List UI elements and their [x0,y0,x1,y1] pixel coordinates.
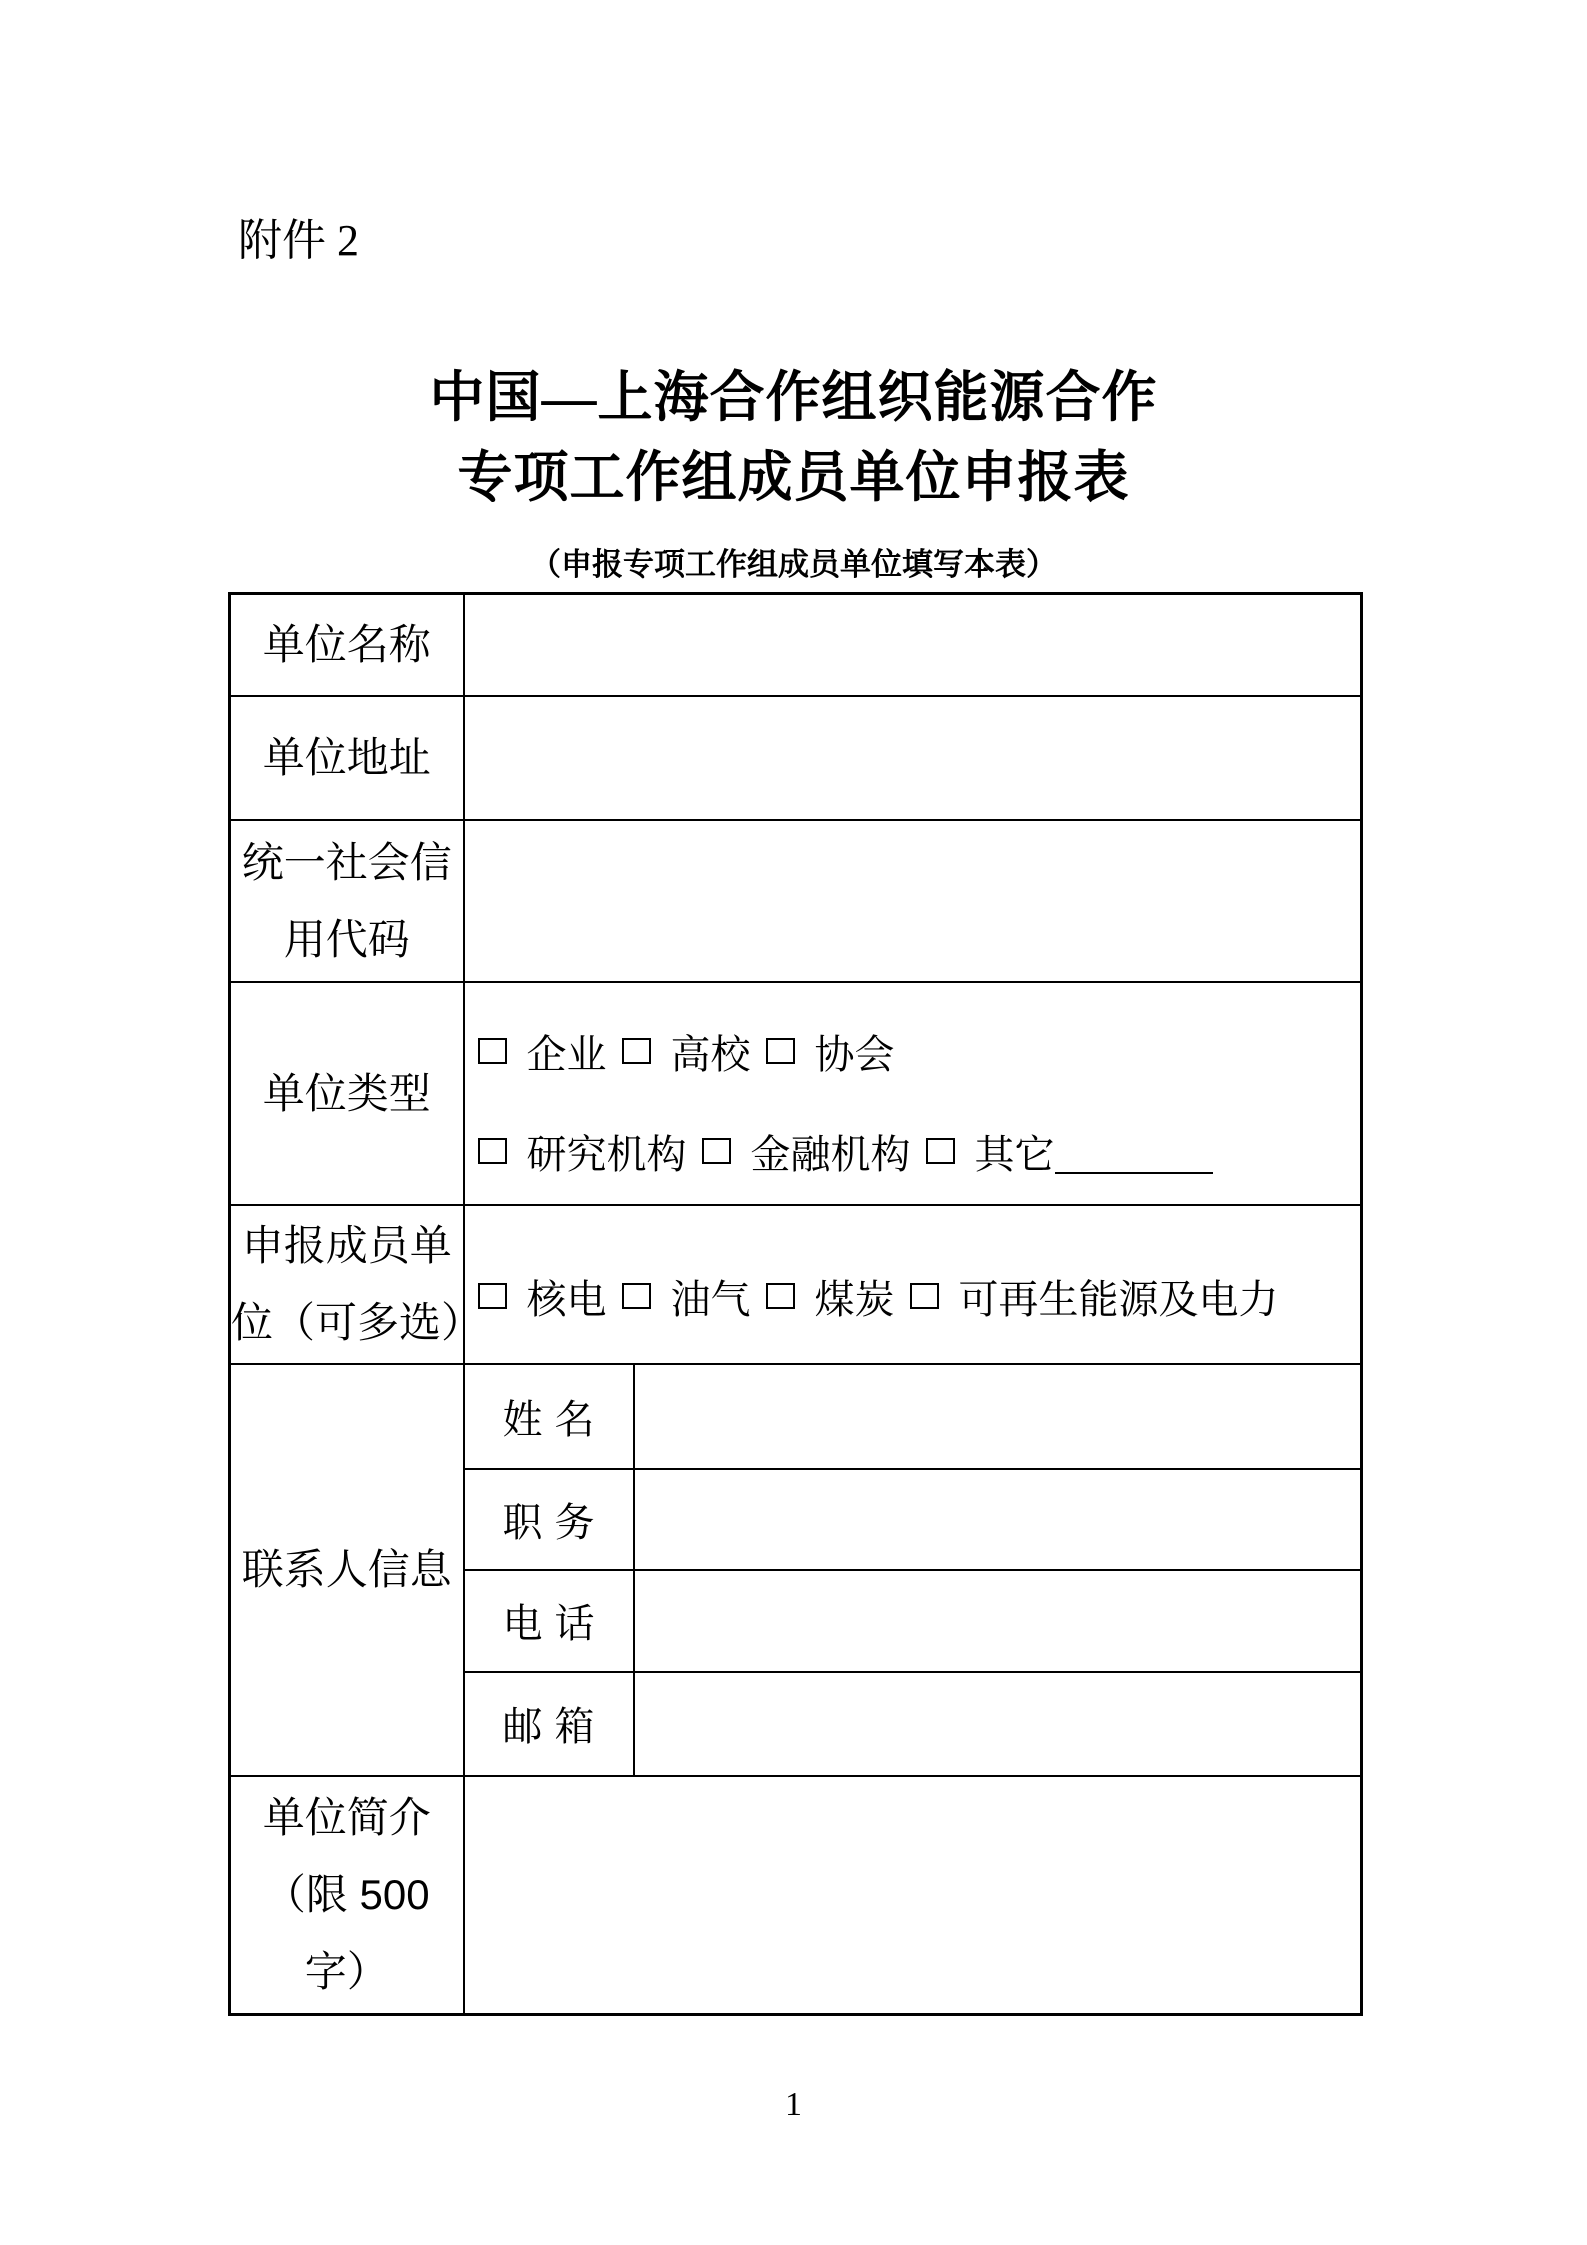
unit-type-options-cell [464,982,1362,1205]
checkbox-icon[interactable] [478,1138,507,1164]
checkbox-label: 协会 [814,1031,895,1077]
other-fill-blank[interactable] [1055,1172,1213,1174]
page-title [0,358,1587,518]
checkbox-icon[interactable] [622,1038,651,1064]
page-title-line1: 中国—上海合作组织能源合作 [429,367,1158,428]
contact-title-input-cell[interactable] [634,1469,1362,1570]
unit-intro-label [230,1776,464,2015]
application-form-table [228,592,1363,2016]
member-unit-options-cell [464,1205,1362,1364]
page-number: 1 [785,2086,802,2123]
unit-intro-label-line3: 字） [304,1948,389,1996]
checkbox-label: 金融机构 [750,1131,911,1177]
checkbox-option [622,1268,751,1325]
contact-info-label: 联系人信息 [230,1364,464,1776]
unit-intro-label-line2: （限 500 [263,1871,430,1919]
unit-type-options [478,1001,1361,1201]
checkbox-icon[interactable] [766,1283,795,1309]
checkbox-icon[interactable] [926,1138,955,1164]
checkbox-option [622,1023,751,1080]
checkbox-label: 其它 [974,1131,1055,1177]
page-title-line2: 专项工作组成员单位申报表 [457,447,1130,508]
unit-type-options-line1 [478,1001,1361,1101]
unit-address-label: 单位地址 [230,696,464,820]
contact-name-input-cell[interactable] [634,1364,1362,1469]
checkbox-icon[interactable] [478,1283,507,1309]
checkbox-icon[interactable] [622,1283,651,1309]
checkbox-option [478,1268,607,1325]
page-subtitle: （申报专项工作组成员单位填写本表） [530,547,1057,582]
checkbox-option [766,1268,895,1325]
table-row [230,1205,1362,1364]
contact-title-label: 职务 [464,1469,634,1570]
credit-code-label [230,820,464,982]
checkbox-label: 高校 [670,1031,751,1077]
unit-intro-input-cell[interactable] [464,1776,1362,2015]
checkbox-label: 核电 [526,1276,607,1322]
table-row [230,1364,1362,1469]
unit-type-label: 单位类型 [230,982,464,1205]
attachment-label: 附件 2 [238,216,359,265]
table-row [230,1776,1362,2015]
member-unit-options-line [478,1246,1361,1346]
checkbox-option [702,1123,911,1180]
checkbox-icon[interactable] [702,1138,731,1164]
contact-email-input-cell[interactable] [634,1672,1362,1776]
checkbox-icon[interactable] [766,1038,795,1064]
credit-code-input-cell[interactable] [464,820,1362,982]
checkbox-option [478,1023,607,1080]
checkbox-option [910,1268,1279,1325]
checkbox-option [766,1023,895,1080]
checkbox-option [478,1123,687,1180]
contact-name-label: 姓名 [464,1364,634,1469]
checkbox-label: 研究机构 [526,1131,687,1177]
checkbox-label: 油气 [670,1276,751,1322]
contact-phone-input-cell[interactable] [634,1570,1362,1672]
unit-intro-label-line1: 单位简介 [262,1794,431,1842]
unit-type-options-line2 [478,1101,1361,1201]
checkbox-icon[interactable] [910,1283,939,1309]
contact-email-label: 邮箱 [464,1672,634,1776]
checkbox-label: 煤炭 [814,1276,895,1322]
unit-name-input-cell[interactable] [464,594,1362,696]
checkbox-label: 可再生能源及电力 [958,1276,1279,1322]
member-unit-label-line1: 申报成员单 [241,1222,452,1269]
table-row [230,594,1362,696]
table-row [230,982,1362,1205]
checkbox-icon[interactable] [478,1038,507,1064]
unit-name-label: 单位名称 [230,594,464,696]
member-unit-label [230,1205,484,1364]
table-row [230,820,1362,982]
table-row [230,696,1362,820]
member-unit-label-line2: 位（可多选） [231,1299,484,1346]
checkbox-option [926,1123,1213,1180]
checkbox-label: 企业 [526,1031,607,1077]
credit-code-label-line1: 统一社会信 [241,838,452,886]
contact-phone-label: 电话 [464,1570,634,1672]
unit-address-input-cell[interactable] [464,696,1362,820]
credit-code-label-line2: 用代码 [283,915,410,963]
